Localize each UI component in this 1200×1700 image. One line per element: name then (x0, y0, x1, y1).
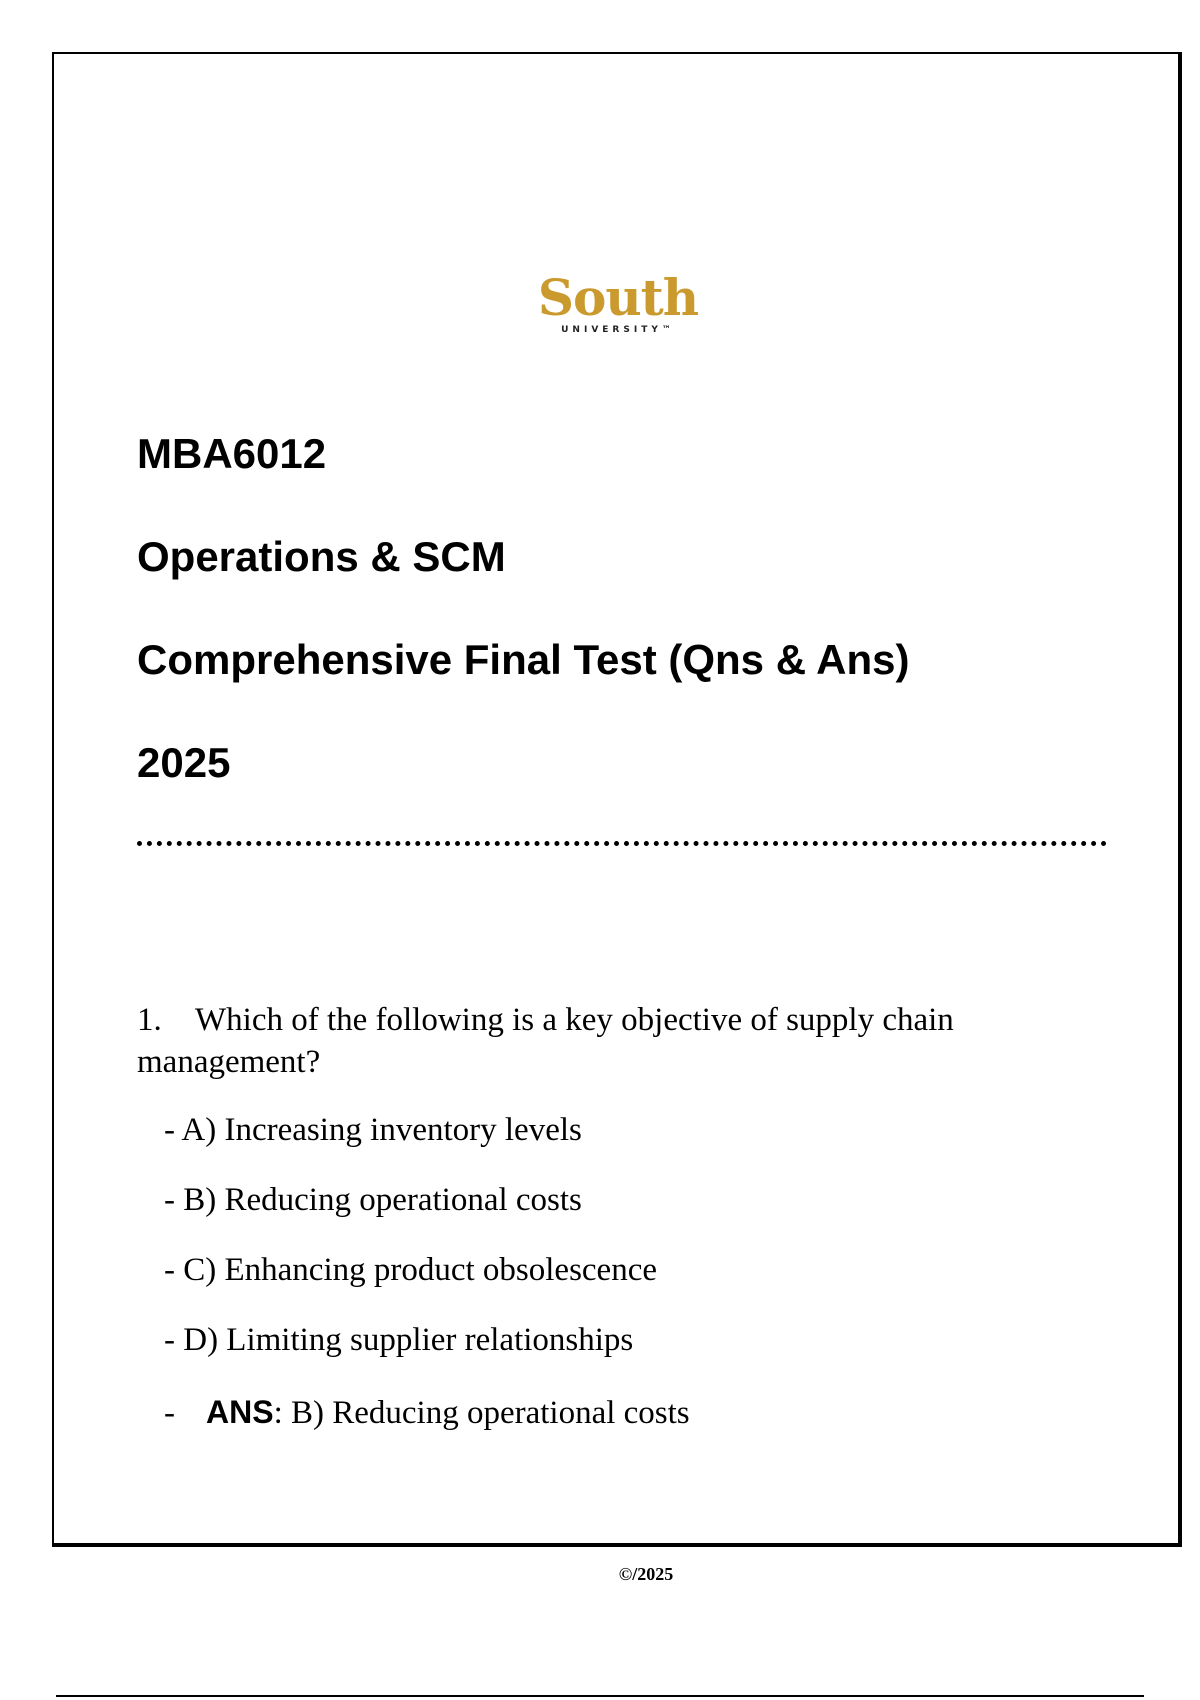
answer-options (164, 1109, 657, 1389)
option-c: - C) Enhancing product obsolescence (164, 1252, 658, 1288)
test-title: Comprehensive Final Test (Qns & Ans) (137, 636, 910, 683)
answer-text: : B) Reducing operational costs (273, 1395, 690, 1431)
copyright: ©/2025 (618, 1564, 674, 1584)
answer-dash: - (164, 1395, 175, 1431)
question-text: Which of the following is a key objective of supply chain management? (137, 1002, 954, 1080)
logo-name: South (537, 268, 699, 327)
page-frame (52, 52, 1182, 1584)
answer-label: ANS (206, 1394, 274, 1430)
course-name: Operations & SCM (137, 533, 506, 580)
answer-row (164, 1391, 690, 1434)
logo-subtitle: UNIVERSITY™ (561, 325, 675, 335)
question-number: 1. (137, 1002, 162, 1038)
option-d: - D) Limiting supplier relationships (164, 1322, 634, 1358)
course-code: MBA6012 (137, 430, 327, 477)
test-year: 2025 (137, 739, 231, 786)
option-b: - B) Reducing operational costs (164, 1182, 582, 1218)
option-a: - A) Increasing inventory levels (164, 1112, 582, 1148)
question-1 (137, 999, 1077, 1083)
logo-wordmark (538, 269, 698, 335)
next-page-edge (56, 1695, 1144, 1697)
south-university-logo (54, 269, 1178, 337)
footer (54, 1564, 1178, 1585)
dotted-divider (137, 841, 1107, 846)
